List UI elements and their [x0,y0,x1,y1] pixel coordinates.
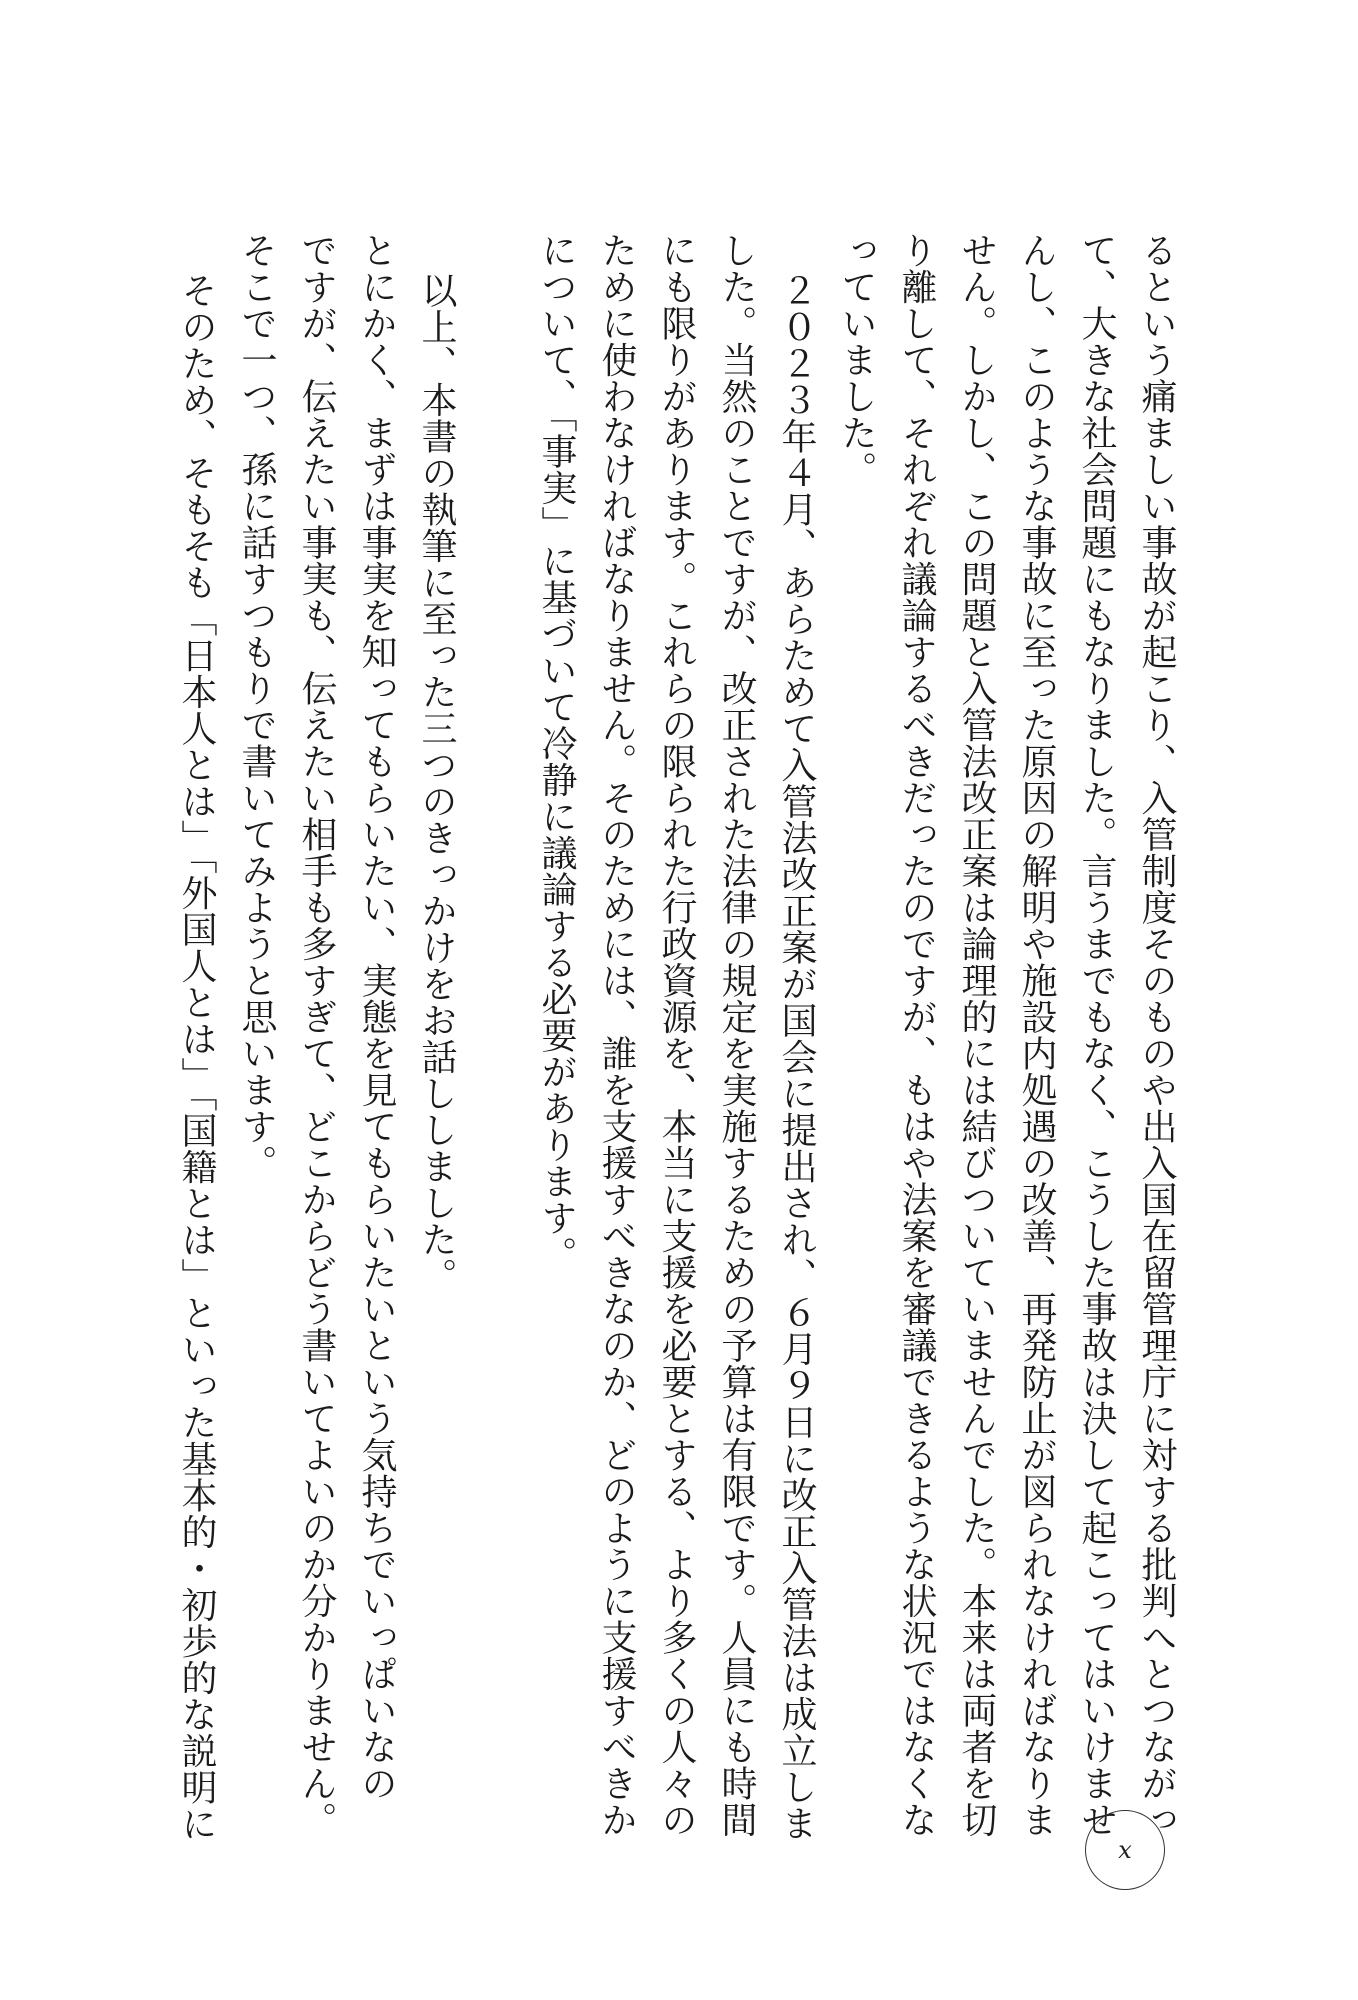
text-column: そのため、そもそも「日本人とは」「外国人とは」「国籍とは」といった基本的・初歩的な説明に [176,272,217,1842]
text-column: ですが、伝えたい事実も、伝えたい相手も多すぎて、どこからどう書いてよいのか分かりません。 [296,232,337,1838]
text-column: とにかく、まずは事実を知ってもらいたい、実態を見てもらいたいという気持ちでいっぱいなの [356,232,397,1802]
text-column: にも限りがあります。これらの限られた行政資源を、本当に支援を必要とする、より多くの人々の [656,232,697,1838]
text-column: るという痛ましい事故が起こり、入管制度そのものや出入国在留管理庁に対する批判へとつながっ [1136,232,1177,1838]
text-column: っていました。 [836,232,877,488]
page-number: x [1085,1810,1165,1890]
text-column: せん。しかし、この問題と入管法改正案は論理的には結びついていませんでした。本来は両者を切 [956,232,997,1838]
text-column: 以上、本書の執筆に至った三つのきっかけをお話ししました。 [416,272,457,1294]
text-column: て、大きな社会問題にもなりました。言うまでもなく、こうした事故は決して起こってはいけませ [1076,232,1117,1838]
text-column: について、「事実」に基づいて冷静に議論する必要があります。 [536,232,577,1273]
text-column: ２０２３年４月、あらためて入管法改正案が国会に提出され、６月９日に改正入管法は成立しま [776,272,817,1842]
text-column: そこで一つ、孫に話すつもりで書いてみようと思います。 [236,232,277,1181]
text-column: した。当然のことですが、改正された法律の規定を実施するための予算は有限です。人員にも時間 [716,232,757,1838]
text-column: り離して、それぞれ議論するべきだったのですが、もはや法案を審議できるような状況ではなくな [896,232,937,1838]
text-column: んし、このような事故に至った原因の解明や施設内処遇の改善、再発防止が図られなければなりま [1016,232,1057,1838]
text-column: ために使わなければなりません。そのためには、誰を支援すべきなのか、どのように支援すべきか [596,232,637,1838]
